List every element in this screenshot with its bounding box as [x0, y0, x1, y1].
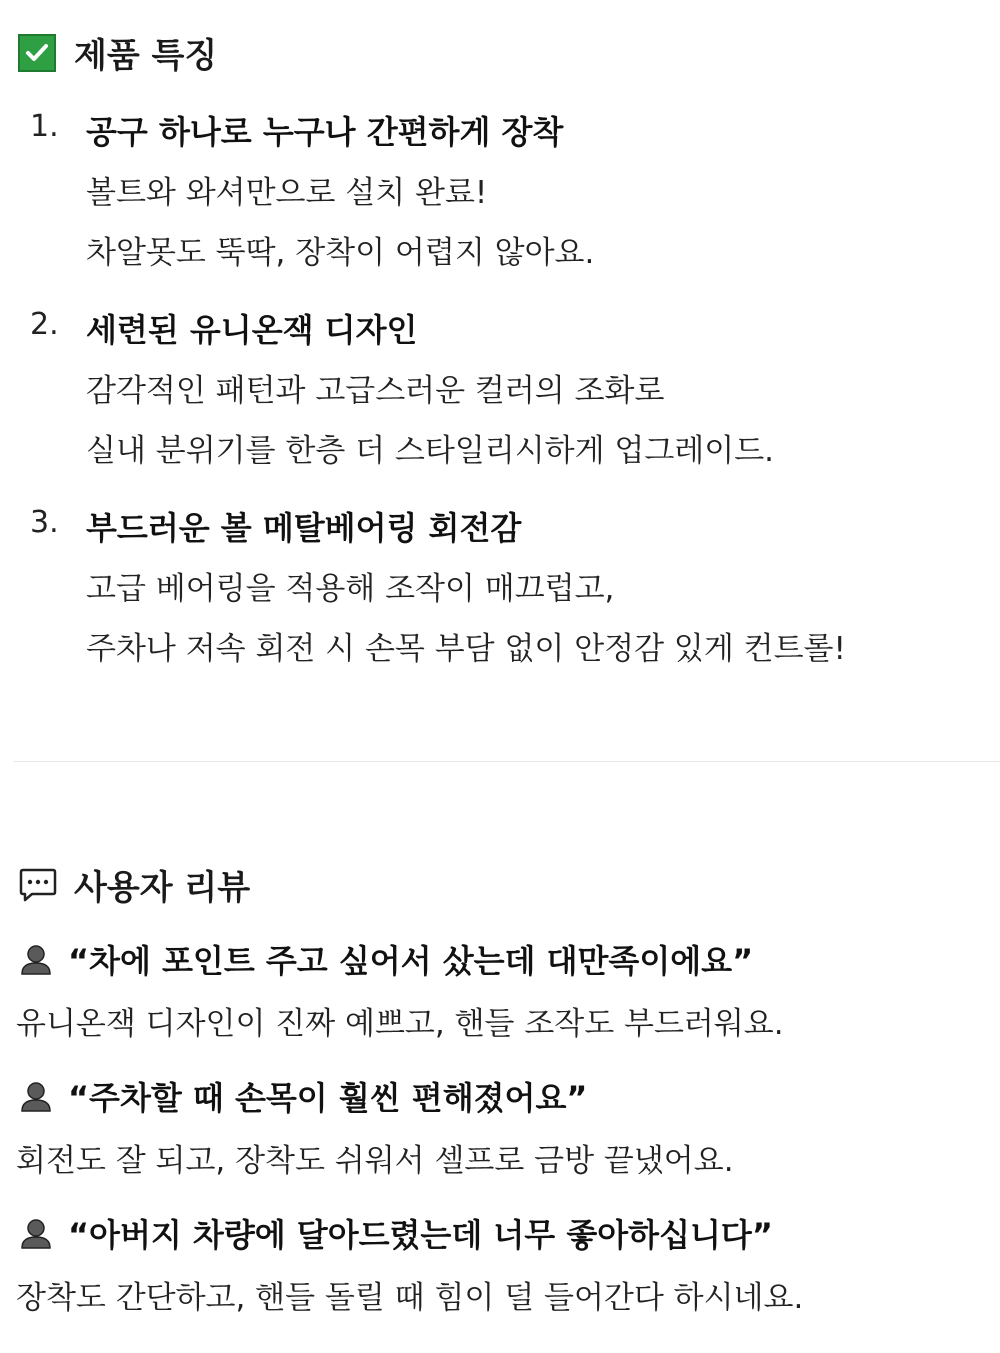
- feature-description-line: 실내 분위기를 한층 더 스타일리시하게 업그레이드.: [86, 433, 774, 469]
- review-quote: “아버지 차량에 달아드렸는데 너무 좋아하십니다”: [68, 1216, 773, 1254]
- review-header: [18, 1073, 587, 1119]
- review-header: [18, 936, 753, 982]
- section-divider: [14, 761, 1000, 762]
- feature-title: 공구 하나로 누구나 간편하게 장착: [86, 113, 564, 151]
- reviews-heading: [18, 860, 250, 909]
- reviews-heading-text: 사용자 리뷰: [74, 868, 251, 908]
- review-body: 회전도 잘 되고, 장착도 쉬워서 셀프로 금방 끝냈어요.: [16, 1143, 734, 1179]
- feature-description-line: 고급 베어링을 적용해 조작이 매끄럽고,: [86, 571, 615, 607]
- review-header: [18, 1210, 773, 1256]
- check-mark-icon: [18, 34, 56, 72]
- review-body: 장착도 간단하고, 핸들 돌릴 때 힘이 덜 들어간다 하시네요.: [16, 1280, 804, 1316]
- feature-description-line: 볼트와 와셔만으로 설치 완료!: [86, 175, 488, 211]
- features-heading: [18, 28, 217, 77]
- feature-title: 세련된 유니온잭 디자인: [86, 311, 418, 349]
- feature-description-line: 감각적인 패턴과 고급스러운 컬러의 조화로: [86, 373, 665, 409]
- review-body: 유니온잭 디자인이 진짜 예쁘고, 핸들 조작도 부드러워요.: [16, 1006, 784, 1042]
- feature-number: 1.: [30, 109, 59, 144]
- person-icon: [18, 941, 54, 977]
- feature-description-line: 차알못도 뚝딱, 장착이 어렵지 않아요.: [86, 235, 595, 271]
- feature-number: 2.: [30, 307, 59, 342]
- speech-bubble-icon: [18, 866, 58, 904]
- person-icon: [18, 1078, 54, 1114]
- review-quote: “차에 포인트 주고 싶어서 샀는데 대만족이에요”: [68, 942, 754, 980]
- feature-number: 3.: [30, 505, 59, 540]
- features-heading-text: 제품 특징: [74, 36, 218, 76]
- person-icon: [18, 1215, 54, 1251]
- feature-title: 부드러운 볼 메탈베어링 회전감: [86, 509, 522, 547]
- review-quote: “주차할 때 손목이 훨씬 편해졌어요”: [68, 1079, 588, 1117]
- feature-description-line: 주차나 저속 회전 시 손목 부담 없이 안정감 있게 컨트롤!: [86, 631, 846, 667]
